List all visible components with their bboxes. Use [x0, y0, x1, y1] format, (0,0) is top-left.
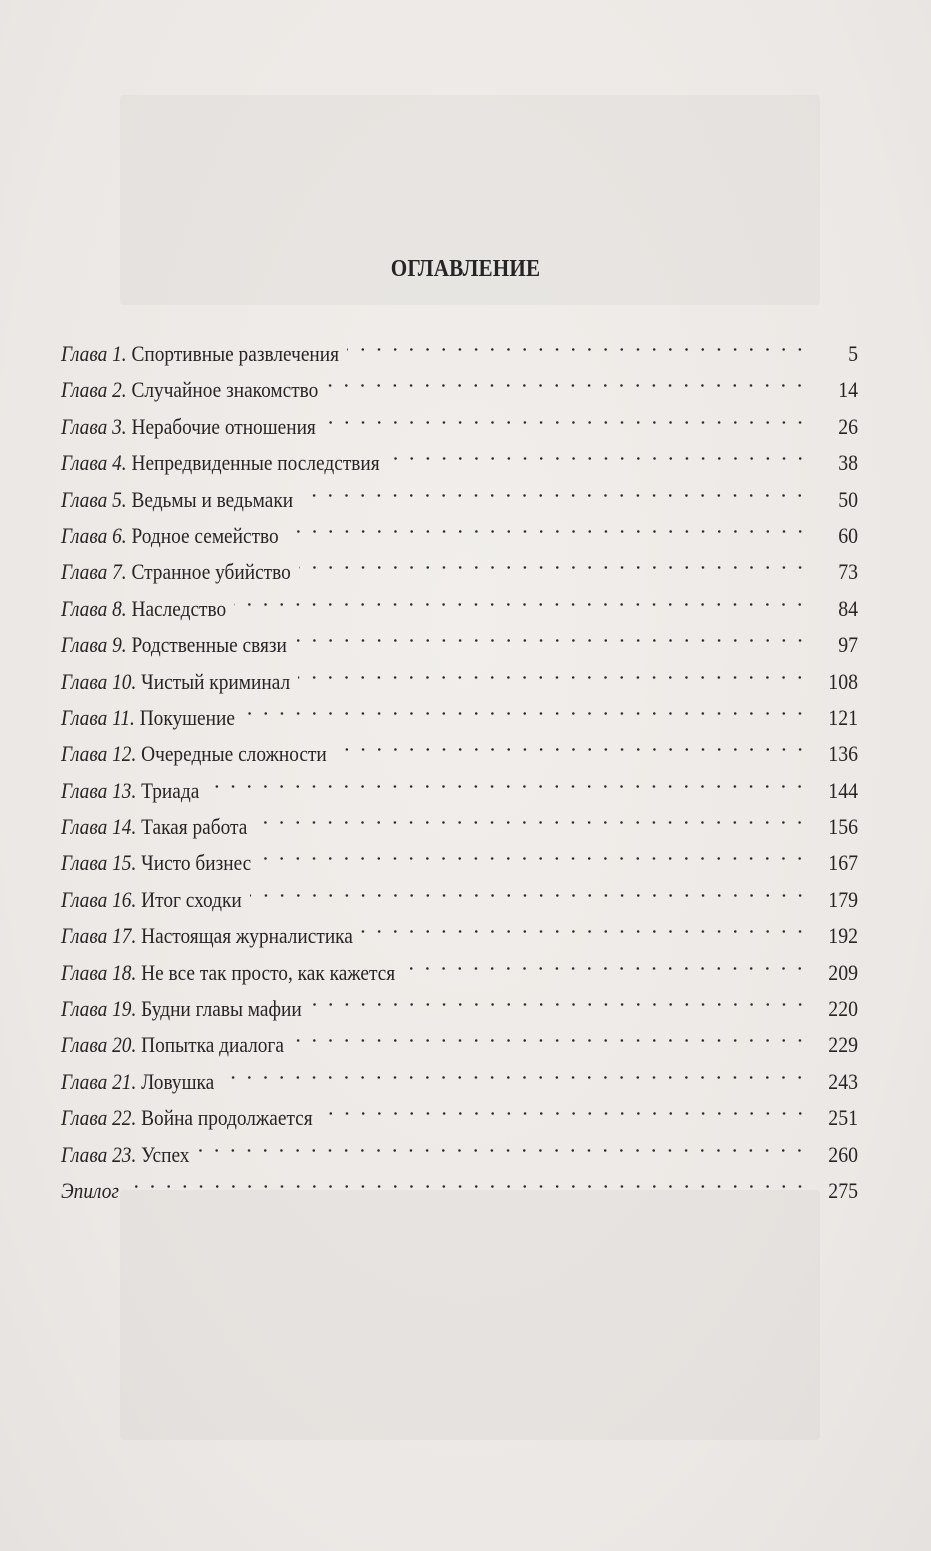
dot-leader — [250, 871, 808, 907]
dot-leader — [234, 580, 808, 616]
chapter-title: Случайное знакомство — [131, 377, 319, 403]
dot-leader — [347, 325, 808, 361]
dot-leader — [326, 361, 808, 397]
chapter-number: Глава 21. — [61, 1068, 137, 1094]
chapter-title: Настоящая журналистика — [141, 923, 353, 949]
chapter-number: Глава 23. — [61, 1141, 137, 1167]
chapter-number: Глава 5. — [61, 486, 127, 512]
dot-leader — [388, 434, 808, 470]
chapter-number: Глава 11. — [61, 704, 135, 730]
chapter-title: Успех — [141, 1141, 190, 1167]
chapter-number: Глава 19. — [61, 996, 137, 1022]
chapter-title: Не все так просто, как кажется — [141, 959, 396, 985]
page-number: 220 — [828, 996, 858, 1022]
toc-entry-label — [61, 809, 247, 845]
page-number: 243 — [828, 1068, 858, 1094]
toc-entry-label — [61, 591, 226, 627]
chapter-title: Непредвиденные последствия — [131, 450, 380, 476]
chapter-title: Триада — [141, 777, 200, 803]
chapter-number: Глава 17. — [61, 923, 137, 949]
chapter-title: Ведьмы и ведьмаки — [131, 486, 294, 512]
toc-entry-label — [61, 991, 302, 1027]
table-of-contents — [61, 325, 858, 1203]
bleed-through-shadow — [120, 1190, 820, 1440]
chapter-number: Глава 6. — [61, 522, 127, 548]
chapter-title: Война продолжается — [141, 1105, 313, 1131]
page-number: 38 — [838, 450, 858, 476]
page-number: 260 — [828, 1141, 858, 1167]
dot-leader — [259, 834, 808, 870]
page-number: 144 — [828, 777, 858, 803]
chapter-title: Чистый криминал — [141, 668, 291, 694]
dot-leader — [299, 543, 808, 579]
chapter-number: Глава 7. — [61, 559, 127, 585]
toc-entry-label — [61, 482, 293, 518]
chapter-title: Родное семейство — [131, 522, 279, 548]
page-title: ОГЛАВЛЕНИЕ — [390, 256, 541, 282]
toc-entry-label — [61, 773, 199, 809]
dot-leader — [222, 1053, 808, 1089]
page-number: 121 — [828, 704, 858, 730]
chapter-number: Глава 15. — [61, 850, 137, 876]
toc-entry-label — [61, 700, 235, 736]
chapter-title: Попытка диалога — [141, 1032, 284, 1058]
dot-leader — [335, 725, 808, 761]
dot-leader — [295, 616, 808, 652]
toc-entry-24[interactable] — [61, 1162, 858, 1203]
page-number: 60 — [838, 522, 858, 548]
dot-leader — [127, 1162, 808, 1198]
page-number: 275 — [828, 1177, 858, 1203]
toc-entry-label — [61, 845, 251, 881]
chapter-title: Очередные сложности — [141, 741, 327, 767]
page-number: 209 — [828, 959, 858, 985]
chapter-number: Глава 16. — [61, 886, 137, 912]
chapter-number: Глава 8. — [61, 595, 127, 621]
page-number: 108 — [828, 668, 858, 694]
toc-entry-label — [61, 336, 339, 372]
toc-entry-label — [61, 882, 242, 918]
chapter-number: Глава 10. — [61, 668, 137, 694]
dot-leader — [287, 507, 808, 543]
chapter-number: Глава 1. — [61, 341, 127, 366]
page-number: 73 — [838, 559, 858, 585]
chapter-number: Глава 20. — [61, 1032, 137, 1058]
dot-leader — [243, 689, 808, 725]
toc-entry-1[interactable] — [61, 325, 858, 366]
dot-leader — [197, 1126, 808, 1162]
chapter-title: Будни главы мафии — [141, 996, 302, 1022]
page-number: 97 — [838, 632, 858, 658]
dot-leader — [321, 1089, 808, 1125]
page-number: 156 — [828, 814, 858, 840]
toc-entry-label — [61, 518, 279, 554]
dot-leader — [310, 980, 808, 1016]
page-number: 167 — [828, 850, 858, 876]
toc-entry-label — [61, 627, 287, 663]
page-number: 50 — [838, 486, 858, 512]
page-number: 179 — [828, 886, 858, 912]
dot-leader — [298, 653, 808, 689]
chapter-number: Глава 14. — [61, 814, 137, 840]
page-number: 84 — [838, 595, 858, 621]
dot-leader — [324, 398, 808, 434]
dot-leader — [301, 471, 808, 507]
page-number: 136 — [828, 741, 858, 767]
toc-entry-label — [61, 1064, 214, 1100]
chapter-number: Глава 13. — [61, 777, 137, 803]
page-number: 229 — [828, 1032, 858, 1058]
chapter-title: Спортивные развлечения — [131, 341, 340, 366]
chapter-number: Глава 22. — [61, 1105, 137, 1131]
page-number: 14 — [838, 377, 858, 403]
page-number: 192 — [828, 923, 858, 949]
toc-entry-label — [61, 918, 353, 954]
chapter-number: Глава 4. — [61, 450, 127, 476]
toc-entry-label — [61, 409, 316, 445]
page-number: 251 — [828, 1105, 858, 1131]
toc-entry-label — [61, 1173, 119, 1209]
chapter-title: Ловушка — [141, 1068, 215, 1094]
chapter-title: Нерабочие отношения — [131, 413, 316, 439]
dot-leader — [361, 907, 808, 943]
dot-leader — [207, 762, 808, 798]
chapter-title: Итог сходки — [141, 886, 242, 912]
chapter-number: Глава 3. — [61, 413, 127, 439]
chapter-title: Странное убийство — [131, 559, 291, 585]
chapter-title: Такая работа — [141, 814, 248, 840]
page-number: 26 — [838, 413, 858, 439]
toc-entry-label — [61, 372, 318, 408]
chapter-number: Глава 12. — [61, 741, 137, 767]
chapter-number: Эпилог — [61, 1177, 119, 1203]
chapter-title: Наследство — [131, 595, 227, 621]
chapter-number: Глава 18. — [61, 959, 137, 985]
dot-leader — [255, 798, 808, 834]
dot-leader — [292, 1016, 808, 1052]
dot-leader — [403, 944, 808, 980]
chapter-number: Глава 2. — [61, 377, 127, 403]
chapter-title: Покушение — [139, 704, 235, 730]
chapter-title: Родственные связи — [131, 632, 287, 658]
page-number: 5 — [848, 341, 858, 366]
chapter-number: Глава 9. — [61, 632, 127, 658]
chapter-title: Чисто бизнес — [141, 850, 252, 876]
